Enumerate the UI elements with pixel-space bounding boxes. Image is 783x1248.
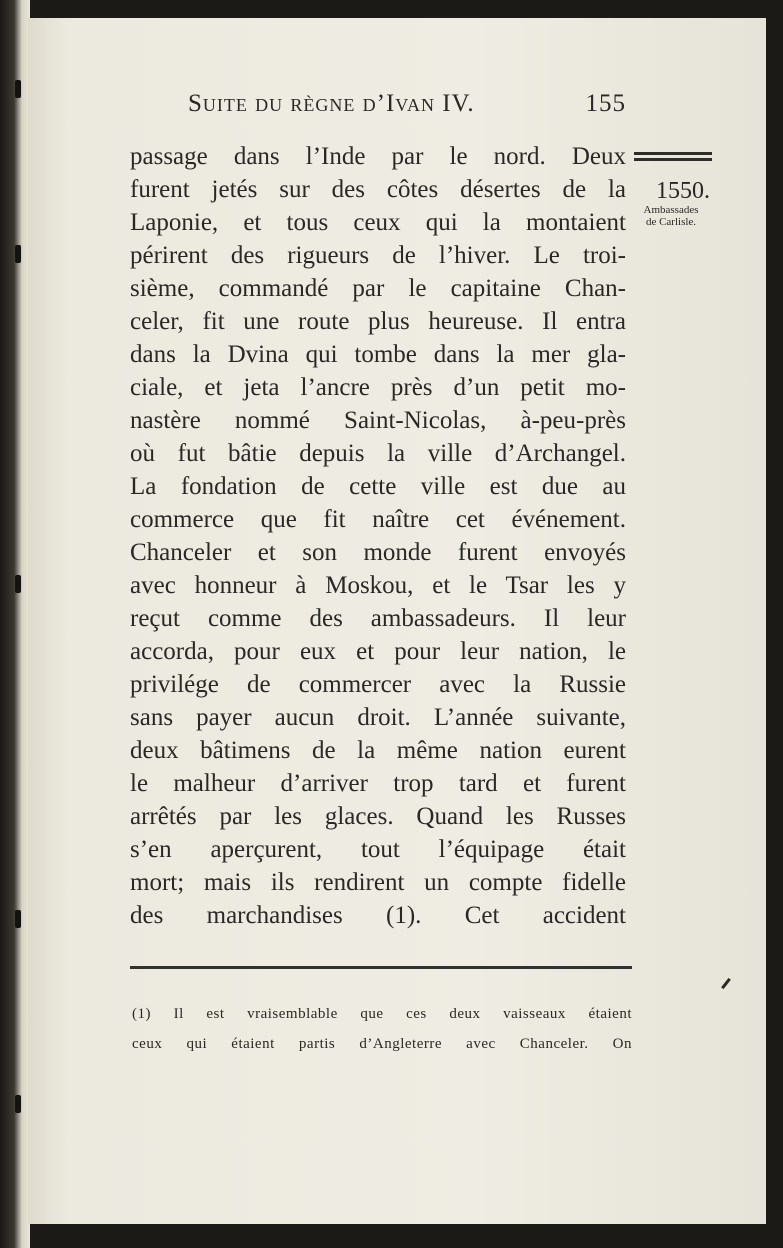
margin-rule [634,152,712,155]
margin-note [626,204,716,228]
margin-note-line: de Carlisle. [645,216,697,228]
binding-mark [15,910,21,928]
text-line: privilége de commercer avec la Russie [130,671,626,698]
text-line: furent jetés sur des côtes désertes de la [130,176,626,203]
text-line: mort; mais ils rendirent un compte fidelle [130,869,626,896]
margin-note-line: Ambassades [643,204,699,216]
book-spine [0,0,30,1248]
margin-rule [634,158,712,161]
page-number: 155 [585,90,626,117]
binding-mark [15,245,21,263]
text-line: où fut bâtie depuis la ville d’Archangel. [130,440,626,467]
binding-mark [15,80,21,98]
ink-mark [721,978,731,989]
footnote-line: (1) Il est vraisemblable que ces deux vaisseaux étaient [132,1006,632,1022]
text-line: avec honneur à Moskou, et le Tsar les y [130,572,626,599]
text-line: arrêtés par les glaces. Quand les Russes [130,803,626,830]
text-line: passage dans l’Inde par le nord. Deux [130,143,626,170]
text-line: dans la Dvina qui tombe dans la mer gla- [130,341,626,368]
text-line: commerce que fit naître cet événement. [130,506,626,533]
footnote-line: ceux qui étaient partis d’Angleterre avec Chanceler. On [132,1036,632,1052]
page-header [188,90,626,126]
text-line: celer, fit une route plus heureuse. Il entra [130,308,626,335]
text-line: Chanceler et son monde furent envoyés [130,539,626,566]
text-line: La fondation de cette ville est due au [130,473,626,500]
margin-year: 1550. [656,178,710,204]
text-line: Laponie, et tous ceux qui la montaient [130,209,626,236]
text-line: accorda, pour eux et pour leur nation, le [130,638,626,665]
text-line: nastère nommé Saint-Nicolas, à-peu-près [130,407,626,434]
text-line: périrent des rigueurs de l’hiver. Le troi- [130,242,626,269]
text-line: sans payer aucun droit. L’année suivante, [130,704,626,731]
text-line: s’en aperçurent, tout l’équipage était [130,836,626,863]
text-line: deux bâtimens de la même nation eurent [130,737,626,764]
text-line: sième, commandé par le capitaine Chan- [130,275,626,302]
text-line: reçut comme des ambassadeurs. Il leur [130,605,626,632]
running-title: Suite du règne d’Ivan IV. [188,90,475,117]
text-line: le malheur d’arriver trop tard et furent [130,770,626,797]
binding-mark [15,1095,21,1113]
footnote-rule [130,966,632,969]
text-line: ciale, et jeta l’ancre près d’un petit mo- [130,374,626,401]
text-line: des marchandises (1). Cet accident [130,902,626,929]
book-page [28,18,766,1224]
binding-mark [15,575,21,593]
